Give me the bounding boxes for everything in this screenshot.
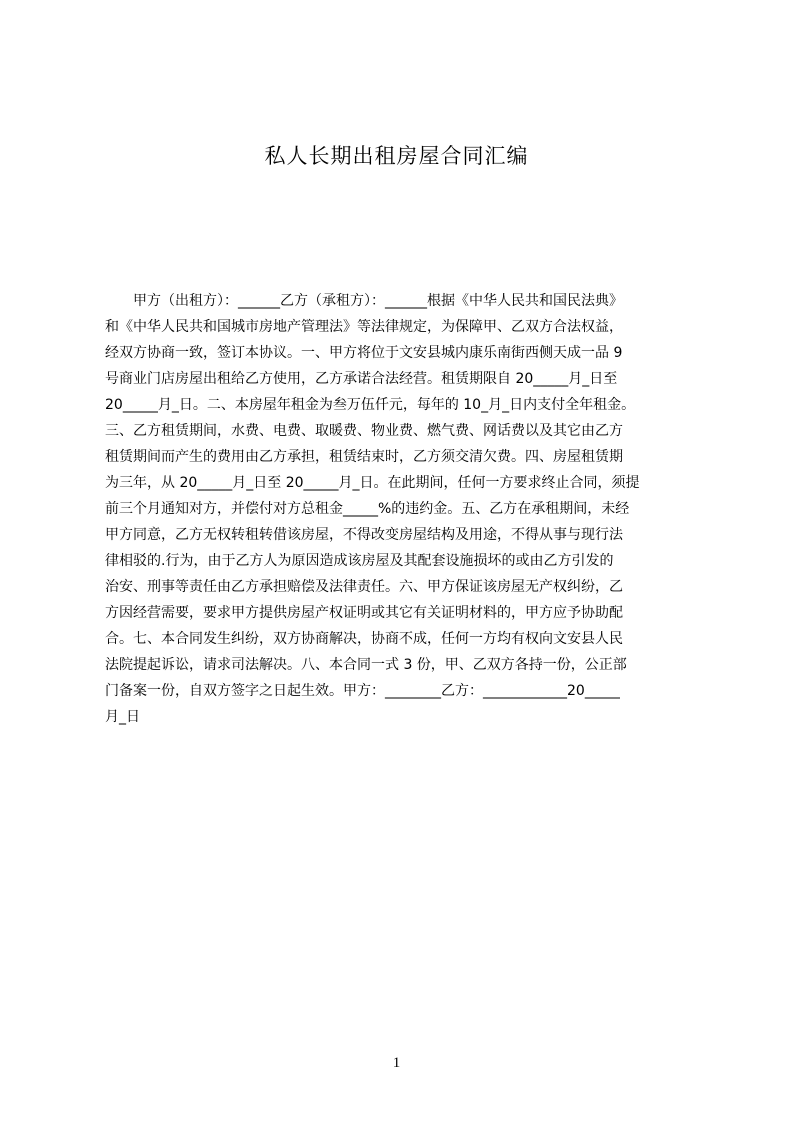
body-line: 经双方协商一致，签订本协议。一、甲方将位于文安县城内康乐南街西侧天成一品 9 [105, 345, 623, 361]
body-line: 号商业门店房屋出租给乙方使用，乙方承诺合法经营。租赁期限自 20_____月_日至 [105, 371, 618, 387]
body-line: 门备案一份，自双方签字之日起生效。甲方：________乙方：____________20_____ [105, 683, 620, 699]
body-line: 租赁期间而产生的费用由乙方承担，租赁结束时，乙方须交清欠费。四、房屋租赁期 [105, 449, 623, 465]
body-line: 月_日 [105, 709, 140, 725]
body-line: 和《中华人民共和国城市房地产管理法》等法律规定，为保障甲、乙双方合法权益， [105, 319, 623, 335]
page-number: 1 [392, 1055, 401, 1071]
body-line: 法院提起诉讼，请求司法解决。八、本合同一式 3 份，甲、乙双方各持一份，公正部 [105, 657, 627, 673]
body-line: 甲方同意，乙方无权转租转借该房屋，不得改变房屋结构及用途，不得从事与现行法 [105, 527, 623, 543]
body-line: 为三年，从 20_____月_日至 20_____月_日。在此期间，任何一方要求终止合同，须提 [105, 475, 640, 491]
contract-body [105, 288, 697, 730]
body-line: 20_____月_日。二、本房屋年租金为叁万伍仟元，每年的 10_月_日内支付全年租金。 [105, 397, 636, 413]
body-line: 前三个月通知对方，并偿付对方总租金_____%的违约金。五、乙方在承租期间，未经 [105, 501, 630, 517]
body-line: 方因经营需要，要求甲方提供房屋产权证明或其它有关证明材料的，甲方应予协助配 [105, 605, 623, 621]
body-line: 三、乙方租赁期间，水费、电费、取暖费、物业费、燃气费、网话费以及其它由乙方 [105, 423, 623, 439]
body-line: 治安、刑事等责任由乙方承担赔偿及法律责任。六、甲方保证该房屋无产权纠纷，乙 [105, 579, 623, 595]
body-line: 律相驳的.行为，由于乙方人为原因造成该房屋及其配套设施损坏的或由乙方引发的 [105, 553, 614, 569]
body-line: 合。七、本合同发生纠纷，双方协商解决，协商不成，任何一方均有权向文安县人民 [105, 631, 623, 647]
body-line: 甲方（出租方）：______乙方（承租方）：______根据《中华人民共和国民法典》 [105, 293, 623, 309]
document-title: 私人长期出租房屋合同汇编 [264, 144, 529, 168]
